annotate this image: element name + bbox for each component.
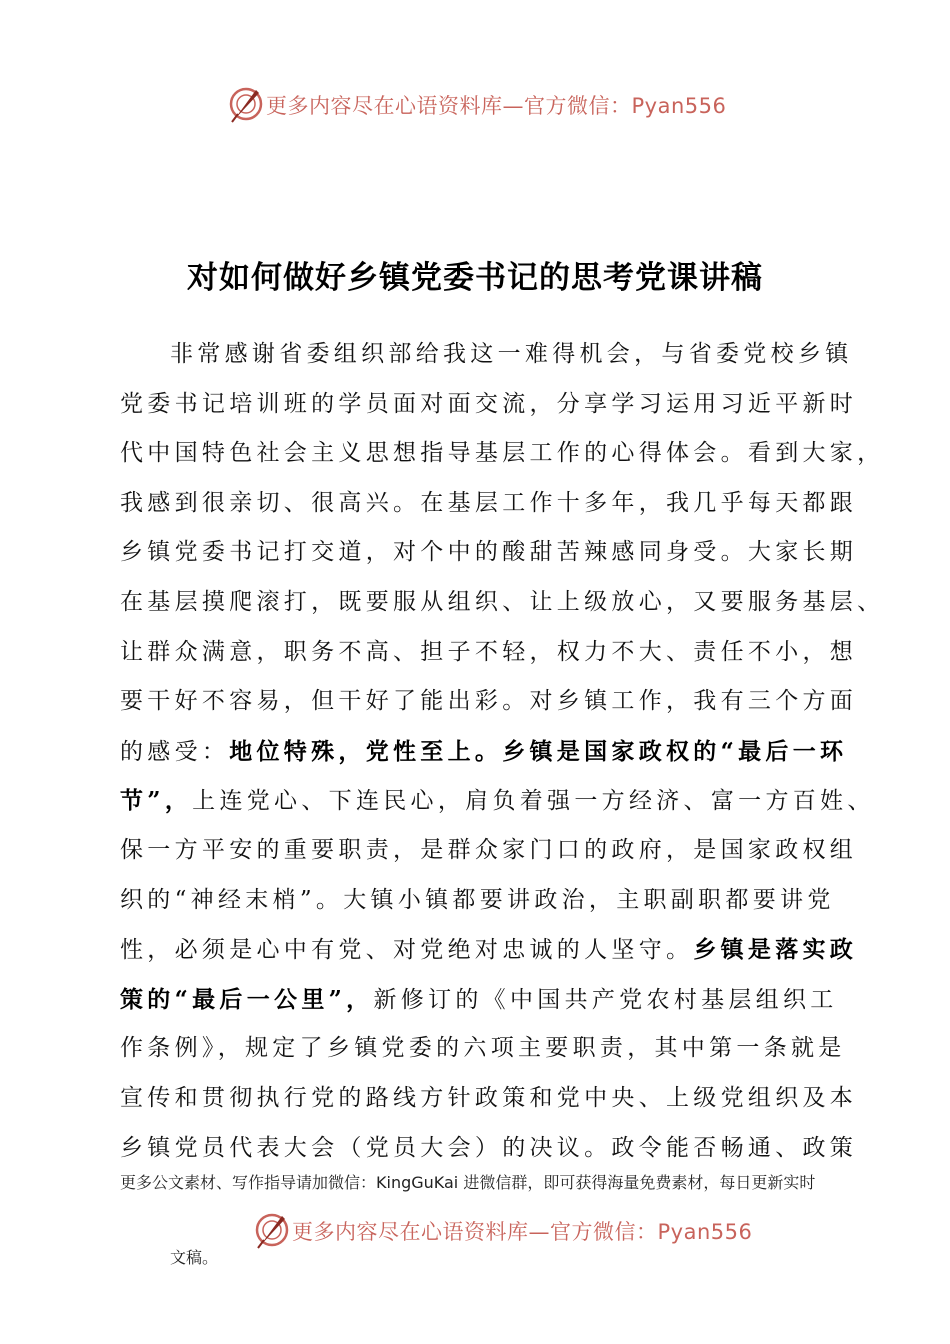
quill-logo-icon	[252, 1210, 292, 1250]
text-run: 的感受：	[120, 738, 230, 765]
body-paragraph	[120, 330, 885, 1173]
text-line	[120, 1124, 858, 1174]
text-run: 保一方平安的重要职责，是群众家门口的政府，是国家政权组	[120, 836, 858, 863]
text-line	[120, 528, 858, 578]
quill-logo-icon	[226, 84, 266, 124]
text-run: 乡镇党员代表大会（党员大会）的决议。政令能否畅通、政策	[120, 1134, 858, 1161]
text-run: 织的“神经末梢”。大镇小镇都要讲政治，主职副职都要讲党	[120, 886, 835, 913]
bold-text-run: 策的“最后一公里”，	[120, 985, 374, 1013]
bold-text-run: 乡镇是落实政	[693, 936, 858, 964]
text-run: 党委书记培训班的学员面对面交流，分享学习运用习近平新时	[120, 390, 858, 417]
text-line	[120, 578, 885, 628]
text-line	[120, 975, 838, 1025]
text-line	[120, 380, 858, 430]
text-run: 上连党心、下连民心，肩负着强一方经济、富一方百姓、	[192, 788, 875, 815]
text-line	[120, 1074, 858, 1124]
text-run: 新修订的《中国共产党农村基层组织工	[373, 986, 838, 1013]
text-run: 非常感谢省委组织部给我这一难得机会，与省委党校乡镇	[170, 341, 853, 367]
bold-text-run: 地位特殊，党性至上。乡镇是国家政权的“最后一环	[229, 737, 848, 765]
text-run: 我感到很亲切、很高兴。在基层工作十多年，我几乎每天都跟	[120, 489, 858, 516]
footer-note: 更多公文素材、写作指导请加微信：KingGuKai 进微信群，即可获得海量免费素材，每日更新实时	[120, 1173, 816, 1192]
text-line	[120, 628, 858, 678]
text-line	[120, 1024, 846, 1074]
header-watermark	[0, 84, 950, 124]
text-run: 作条例》，规定了乡镇党委的六项主要职责，其中第一条就是	[120, 1035, 846, 1062]
text-line	[120, 925, 858, 975]
text-run: 让群众满意，职务不高、担子不轻，权力不大、责任不小，想	[120, 638, 858, 665]
text-line	[120, 677, 858, 727]
text-line	[120, 776, 875, 826]
text-run: 在基层摸爬滚打，既要服从组织、让上级放心，又要服务基层、	[120, 588, 885, 615]
text-line	[120, 429, 885, 479]
text-line	[120, 876, 835, 926]
text-run: 宣传和贯彻执行党的路线方针政策和党中央、上级党组织及本	[120, 1084, 858, 1111]
text-line	[120, 330, 853, 380]
document-title: 对如何做好乡镇党委书记的思考党课讲稿	[187, 260, 763, 296]
text-run: 性，必须是心中有党、对党绝对忠诚的人坚守。	[120, 937, 694, 964]
text-line	[120, 727, 848, 777]
text-run: 要干好不容易，但干好了能出彩。对乡镇工作，我有三个方面	[120, 688, 858, 715]
text-run: 代中国特色社会主义思想指导基层工作的心得体会。看到大家，	[120, 440, 885, 467]
text-run: 乡镇党委书记打交道，对个中的酸甜苦辣感同身受。大家长期	[120, 539, 858, 566]
watermark-text: 更多内容尽在心语资料库—官方微信：Pyan556	[292, 1220, 753, 1244]
footer-watermark	[0, 1210, 950, 1250]
text-line	[120, 826, 858, 876]
bold-text-run: 节”，	[120, 787, 193, 815]
watermark-text: 更多内容尽在心语资料库—官方微信：Pyan556	[266, 94, 727, 118]
footer-note-continued: 文稿。	[170, 1248, 219, 1267]
text-line	[120, 479, 858, 529]
